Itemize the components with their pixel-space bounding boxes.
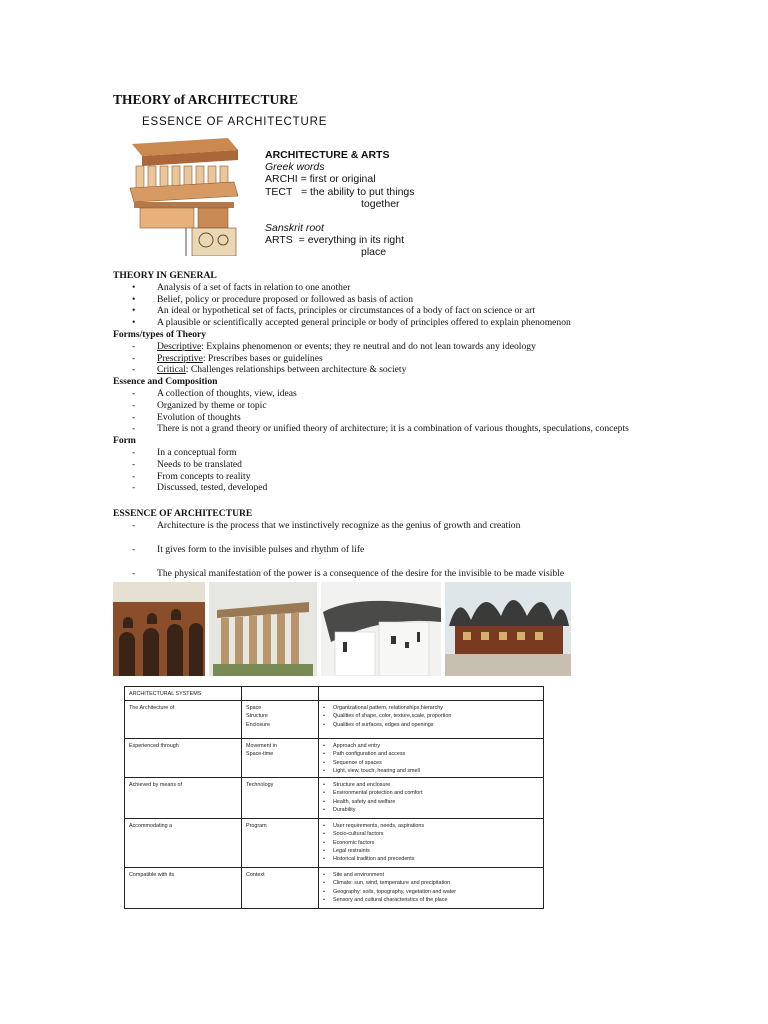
list-item: - There is not a grand theory or unified theory of architecture; it is a combination of various thoughts, speculations, concepts [132, 423, 629, 435]
list-item: • Belief, policy or procedure proposed or followed as basis of action [132, 293, 414, 305]
theory-body [113, 270, 713, 494]
row-category: Space Structure Enclosure [242, 701, 319, 739]
page-subtitle: ESSENCE OF ARCHITECTURE [142, 116, 328, 128]
section-heading: Essence and Composition [113, 376, 218, 388]
list-item: - Discussed, tested, developed [132, 482, 268, 494]
list-item: - It gives form to the invisible pulses and rhythm of life [132, 543, 365, 555]
essence-section [113, 508, 713, 580]
list-item: - Critical: Challenges relationships between architecture & society [132, 364, 407, 376]
page-title: THEORY of ARCHITECTURE [113, 92, 299, 107]
section-heading: ESSENCE OF ARCHITECTURE [113, 508, 253, 519]
row-category: Movement in Space-time [242, 739, 319, 778]
table-row [125, 868, 544, 909]
ronchamp-chapel-photo [321, 582, 441, 676]
minangkabau-house-photo [445, 582, 571, 676]
row-bullets: • Site and environment • Climate: sun, wind, temperature and precipitation • Geography: soils, topography, vegetation and water • Sensory and cultural characteristics of the place [319, 868, 544, 909]
greek-temple-photo [209, 582, 317, 676]
arts-definition-cont: place [361, 246, 387, 259]
row-category: Technology [242, 778, 319, 819]
table-header-cell: ARCHITECTURAL SYSTEMS [125, 687, 242, 701]
arts-definition: ARTS = everything in its right [265, 234, 404, 247]
list-item: • A plausible or scientifically accepted general principle or body of principles offered to explain phenomenon [132, 317, 571, 329]
architectural-systems-table [124, 686, 544, 909]
row-bullets: • User requirements, needs, aspirations • Socio-cultural factors • Economic factors • Legal restraints • Historical tradition and precedents [319, 819, 544, 868]
row-label: Experienced through [125, 739, 242, 778]
table-header-row [125, 687, 544, 701]
list-item: - Descriptive: Explains phenomenon or events; they re neutral and do not lean towards any ideology [132, 340, 536, 352]
list-item: - In a conceptual form [132, 446, 237, 458]
row-bullets: • Structure and enclosure • Environmental protection and comfort • Health, safety and welfare • Durability [319, 778, 544, 819]
tect-definition-cont: together [361, 197, 400, 210]
row-bullets: • Approach and entry • Path configuration and access • Sequence of spaces • Light, view, touch, hearing and smell [319, 739, 544, 778]
table-row [125, 778, 544, 819]
section-heading: Form [113, 435, 136, 447]
list-item: - Architecture is the process that we instinctively recognize as the genius of growth and creation [132, 519, 521, 531]
list-item: - From concepts to reality [132, 470, 251, 482]
section-heading: Forms/types of Theory [113, 328, 207, 340]
row-category: Context [242, 868, 319, 909]
list-item: - The physical manifestation of the power is a consequence of the desire for the invisible to be made visible [132, 567, 565, 579]
table-row [125, 701, 544, 739]
sanskrit-label: Sanskrit root [265, 222, 324, 235]
section-heading: THEORY IN GENERAL [113, 270, 217, 281]
aqueduct-photo [113, 582, 205, 676]
list-item: • Analysis of a set of facts in relation to one another [132, 281, 351, 293]
list-item: - Organized by theme or topic [132, 399, 267, 411]
greek-label: Greek words [265, 161, 325, 174]
list-item: - Prescriptive: Prescribes bases or guidelines [132, 352, 323, 364]
architecture-arts-block [265, 149, 415, 259]
table-row [125, 819, 544, 868]
architectural-detail-illustration [126, 136, 242, 256]
row-label: Accommodating a [125, 819, 242, 868]
archi-definition: ARCHI = first or original [265, 173, 376, 186]
table-row [125, 739, 544, 778]
list-item: - Needs to be translated [132, 458, 242, 470]
row-label: Achieved by means of [125, 778, 242, 819]
row-category: Program [242, 819, 319, 868]
list-item: - Evolution of thoughts [132, 411, 241, 423]
row-label: The Architecture of [125, 701, 242, 739]
tect-definition: TECT = the ability to put things [265, 185, 415, 198]
list-item: • An ideal or hypothetical set of facts, principles or circumstances of a body of fact on science or art [132, 305, 536, 317]
row-bullets: • Organizational pattern, relationships,hierarchy • Qualities of shape, color, texture,scale, proportion • Qualities of surfaces, edges and openings [319, 701, 544, 739]
row-label: Compatible with its [125, 868, 242, 909]
list-item: - A collection of thoughts, view, ideas [132, 387, 297, 399]
arts-heading: ARCHITECTURE & ARTS [265, 149, 390, 161]
